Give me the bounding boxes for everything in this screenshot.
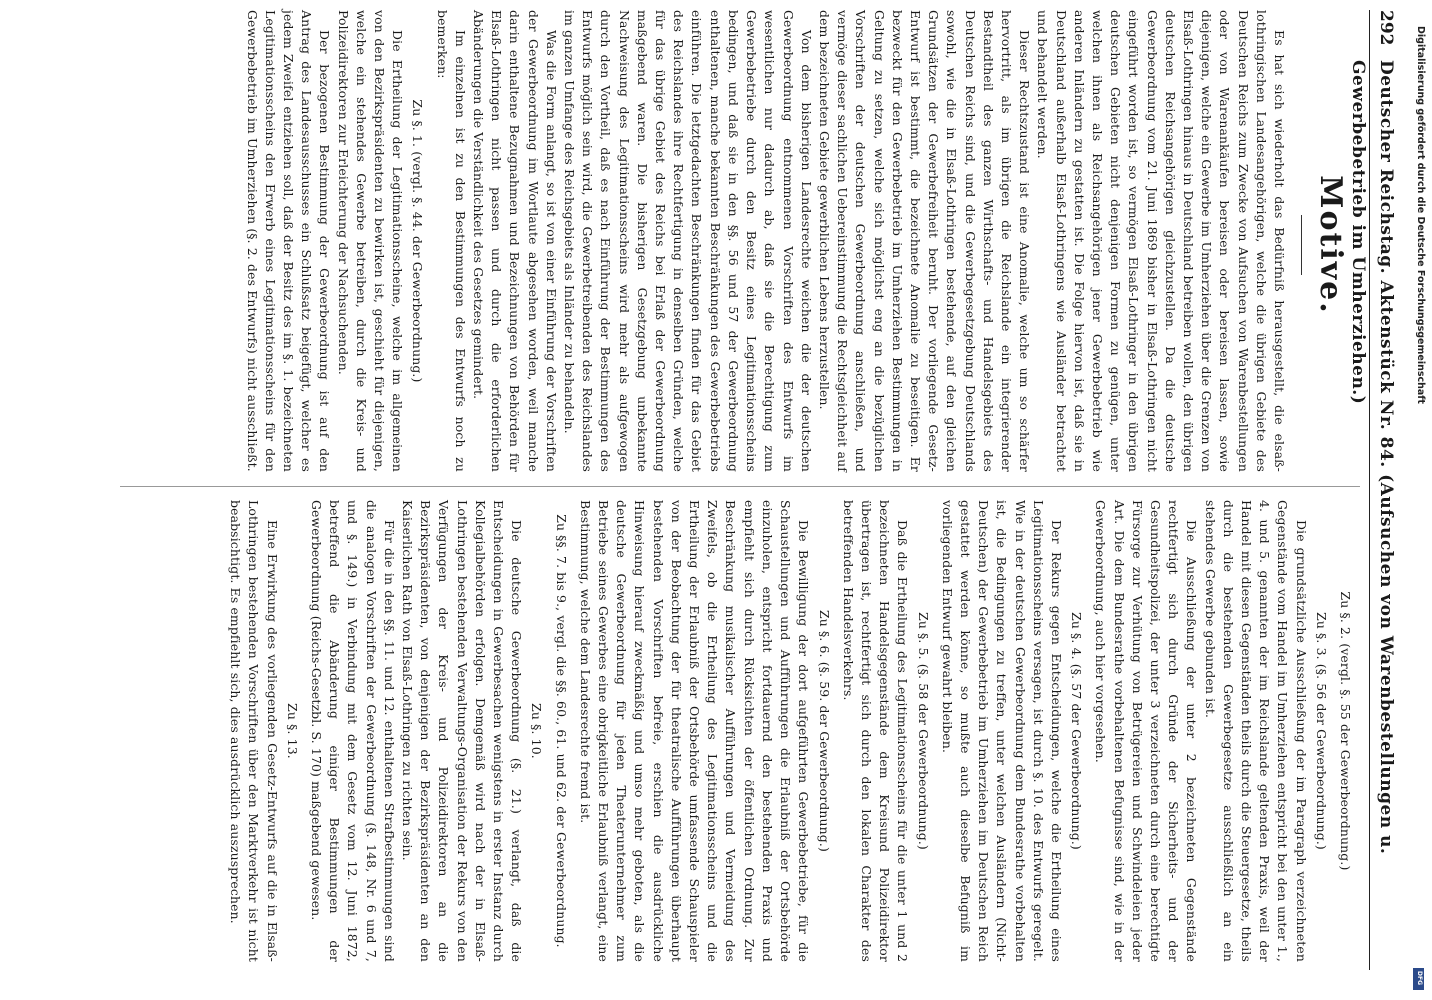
digitization-credit	[1412, 20, 1426, 980]
paragraph: Der bezogenen Bestimmung der Gewerbeordnung ist auf den Antrag des Landesausschusses ein Schlußsatz beigefügt, welcher es jedem Zweifel entziehen soll, daß der Besitz des im §. 1. bezeichneten Legitimationsscheins den Erwerb eines Legitimationsscheins für den Gewerbebetrieb im Umherziehen (§. 2. des Entwurfs) nicht ausschließt.	[244, 10, 333, 472]
paragraph: Die Ausschließung der unter 2 bezeichneten Gegenstände rechtfertigt sich durch Gründe der Sicherheits- und der Gesundheitspolizei, der unter 3 verzeichneten durch eine berechtigte Fürsorge zur Verhütung von Betrügereien und Schwindeleien jeder Art. Die dem Bundesrathe vorbehaltenen Befugnisse sind, wie in der Gewerbeordnung, auch hier vorgesehen.	[1093, 500, 1200, 962]
dfg-logo-icon	[1413, 968, 1424, 990]
subsection-heading: Zu §. 6. (§. 59. der Gewerbeordnung.)	[816, 610, 832, 852]
subsection-heading: Zu §. 13.	[284, 703, 300, 759]
column-divider	[120, 486, 1360, 487]
page-number: 292	[1376, 10, 1396, 46]
left-column	[242, 10, 1288, 472]
subsection-heading: Zu §. 1. (vergl. §. 44. der Gewerbeordnung.)	[410, 99, 426, 383]
right-column	[226, 500, 1360, 962]
paragraph: Eine Erwirkung des vorliegenden Gesetz-Entwurfs auf die in Elsaß-Lothringen bestehenden Vorschriften über den Marktverkehr ist nicht beabsichtigt. Es empfiehlt sich, dies ausdrücklich auszusprechen.	[228, 500, 280, 962]
section-heading: Motive.	[1313, 175, 1348, 315]
heading-rule	[1301, 215, 1302, 275]
running-title: Deutscher Reichstag. Aktenstück Nr. 84. (Aufsuchen von Warenbestellungen u. Gewerbebetrieb im Umherziehen.)	[1348, 60, 1396, 855]
subsection-heading: Zu §. 5. (§. 58 der Gewerbeordnung.)	[915, 612, 931, 850]
paragraph: Daß die Ertheilung des Legitimationsscheins für die unter 1 und 2 bezeichneten Handelsgegenstände dem Kreisund Polizeidirektor übertragen ist, rechtfertigt sich durch den lokalen Charakter des betreffenden Handelsverkehrs.	[840, 500, 911, 962]
credit-text: Digitalisierung gefördert durch die Deutsche Forschungsgemeinschaft	[1415, 26, 1426, 404]
subsection-heading: Zu §. 2. (vergl. §. 55 der Gewerbeordnung.)	[1338, 591, 1353, 871]
paragraph: Für die in den §§. 11. und 12. enthaltenen Strafbestimmungen sind die analogen Vorschriften der Gewerbeordnung (§. 148, Nr. 6 und 7, und §. 149.) in Verbindung mit dem Gesetz vom 12. Juni 1872, betreffend die Abänderung einiger Bestimmungen der Gewerbeordnung (Reichs-Gesetzbl. S. 170) maßgebend gewesen.	[309, 500, 397, 962]
paragraph: Im einzelnen ist zu den Bestimmungen des Entwurfs noch zu bemerken:	[434, 10, 468, 472]
paragraph: Die Bewilligung der dort aufgeführten Gewerbebetriebe, für die Schaustellungen und Aufführungen die Erlaubniß der Ortsbehörde einzuholen, entspricht fortdauernd den bestehenden Praxis und empfiehlt sich durch Rücksichten der öffentlichen Ordnung. Zur Beschränkung musikalischer Aufführungen und Vermeidung des Zweifels, ob die Ertheilung des Legitimationsscheins und die Ertheilung der Erlaubniß der Ortsbehörde umfassende Schauspieler von der Beobachtung der für theatralische Aufführungen überhaupt bestehenden Vorschriften befreie, erschien die ausdrückliche Hinweisung hierauf zweckmäßig und umso mehr geboten, als die deutsche Gewerbeordnung für jeden Theaterunternehmer zum Betriebe seines Gewerbes eine obrigkeitliche Erlaubniß verlangt, eine Bestimmung, welche dem Landesrechte fremd ist.	[577, 500, 812, 962]
paragraph: Der Rekurs gegen Entscheidungen, welche die Ertheilung eines Legitimationsscheins versagen, ist durch §. 10. des Entwurfs geregelt. Wie in der deutschen Gewerbeordnung dem Bundesrathe vorbehalten ist, die Bedingungen zu treffen, unter welchen Ausländern (Nicht-Deutschen) der Gewerbebetrieb im Umherziehen im Deutschen Reich gestattet werden könne, so mußte auch dieselbe Befugniß im vorliegenden Entwurf gewahrt bleiben.	[939, 500, 1064, 962]
subsection-heading: Zu §. 3. (§. 56 der Gewerbeordnung.)	[1313, 612, 1329, 850]
subsection-heading: Zu §. 10.	[529, 703, 545, 759]
paragraph: Die deutsche Gewerbeordnung (§. 21.) verlangt, daß die Entscheidungen in Gewerbesachen wenigstens in erster Instanz durch Kollegialbehörden erfolgen. Demgemäß wird nach der in Elsaß-Lothringen bestehenden Verwaltungs-Organisation der Rekurs von den Verfügungen der Kreis- und Polizeidirektoren an die Bezirkspräsidenten, von denjenigen der Bezirkspräsidenten an den Kaiserlichen Rath von Elsaß-Lothringen zu richten sein.	[400, 500, 525, 962]
running-header	[1348, 10, 1400, 970]
paragraph: Dieser Rechtszustand ist eine Anomalie, welche um so schärfer hervortritt, als im übrigen die Reichslande ein integrierender Bestandtheil des ganzen Wirthschafts- und Handelsgebiets des Deutschen Reichs sind, und die Gewerbegesetzgebung Deutschlands sowohl, wie die in Elsaß-Lothringen bestehende, auf den gleichen Grundsätzen der Gewerbefreiheit beruht. Der vorliegende Gesetz-Entwurf ist bestimmt, die bezeichnete Anomalie zu beseitigen. Er bezweckt für den Gewerbebetrieb im Umherziehen Bestimmungen in Geltung zu setzen, welche sich möglichst eng an die bezüglichen Vorschriften der deutschen Gewerbeordnung anschließen, und vermöge dieser sachlichen Uebereinstimmung die Rechtsgleichheit auf dem bezeichneten Gebiete gewerblichen Lebens herzustellen.	[816, 10, 1033, 472]
paragraph: Die grundsätzliche Ausschließung der im Paragraph verzeichneten Gegenstände vom Handel im Umherziehen entspricht bei den unter 1., 4. und 5. genannten der im Reichslande geltenden Praxis, weil der Handel mit diesen Gegenständen theils durch die Steuergesetze, theils durch die bestehenden Gewerbegesetze ausschließlich an ein stehendes Gewerbe gebunden ist.	[1202, 500, 1309, 962]
paragraph: Es hat sich wiederholt das Bedürfniß herausgestellt, die elsaß-lothringischen Landesangehörigen, welche die übrigen Gebiete des Deutschen Reichs zum Zwecke von Aufsuchen von Warenbestellungen oder von Warenankäufen bereisen oder bereisen lassen, sowie diejenigen, welche ein Gewerbe im Umherziehen über die Grenzen von Elsaß-Lothringen hinaus in Deutschland betreiben wollen, den übrigen deutschen Reichsangehörigen gleichzustellen. Da die deutsche Gewerbeordnung vom 21. Juni 1869 bisher in Elsaß-Lothringen nicht eingeführt worden ist, so vermögen Elsaß-Lothringer in den übrigen deutschen Gebieten nicht denjenigen Formen zu genügen, unter welchen ihnen als Reichsangehörigen jener Gewerbebetrieb wie anderen Inländern zu gestatten ist. Die Folge hiervon ist, daß sie in Deutschland außerhalb Elsaß-Lothringens wie Ausländer betrachtet und behandelt werden.	[1035, 10, 1287, 472]
paragraph: Was die Form anlangt, so ist von einer Einführung der Vorschriften der Gewerbeordnung im Wortlaute abgesehen worden, weil manche darin enthaltene Bezugnahmen und Bezeichnungen von Behörden für Elsaß-Lothringen nicht passen und durch die erforderlichen Abänderungen die Verständlichkeit des Gesetzes gemindert.	[471, 10, 559, 472]
scanned-page	[110, 10, 1400, 970]
paragraph: Die Ertheilung der Legitimationsscheine, welche im allgemeinen von den Bezirkspräsidenten zu bewirken ist, geschieht für diejenigen, welche ein stehendes Gewerbe betreiben, durch die Kreis- und Polizeidirektoren zur Erleichterung der Nachsuchenden.	[335, 10, 406, 472]
paragraph: Von dem bisherigen Landesrechte weichen die der deutschen Gewerbeordnung entnommenen Vorschriften des Entwurfs im wesentlichen nur dadurch ab, daß sie die Berechtigung zum Gewerbebetriebe durch den Besitz eines Legitimationsscheins bedingen, und daß sie in den §§. 56 und 57 der Gewerbeordnung enthaltenen, manche bekannten Beschränkungen des Gewerbebetriebs einführen. Die letztgedachten Beschränkungen finden für das Gebiet des Reichslandes ihre Rechtfertigung in denselben Gründen, welche für das übrige Gebiet des Reichs bei Erlaß der Gewerbeordnung maßgebend waren. Die bisherigen Gesetzgebung unbekannte Nachweisung des Legitimationsscheins wird mehr als aufgewogen durch den Vortheil, daß es nach Einführung der Bestimmungen des Entwurfs möglich sein wird, die Gewerbetreibenden des Reichslandes im ganzen Umfange des Reichsgebiets als Inländer zu behandeln.	[562, 10, 814, 472]
subsection-heading: Zu §. 4. (§. 57 der Gewerbeordnung.)	[1069, 612, 1085, 850]
subsection-heading: Zu §§. 7. bis 9., vergl. die §§. 60., 61. und 62. der Gewerbeordnung.	[553, 514, 569, 948]
logo-text: DFG	[1416, 971, 1423, 986]
